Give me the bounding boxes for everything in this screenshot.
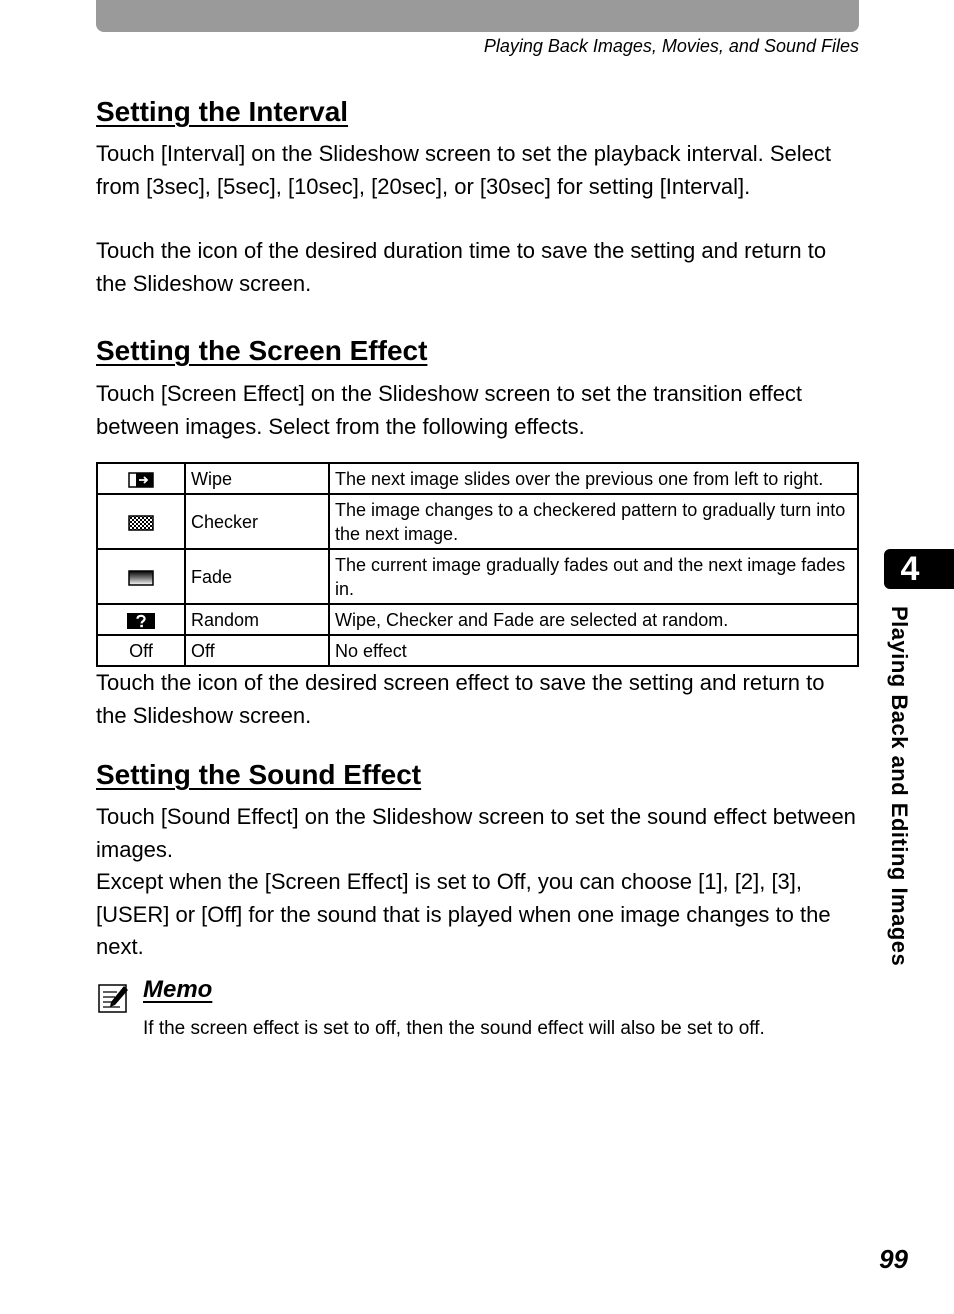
sound-effect-paragraph-2: Except when the [Screen Effect] is set to Off, you can choose [1], [2], [3], [USER] or [Off] for the sound that is played when one image changes to the next.	[96, 869, 831, 959]
effect-name: Random	[185, 604, 329, 635]
effect-description: The next image slides over the previous one from left to right.	[329, 463, 858, 494]
heading-setting-sound-effect: Setting the Sound Effect	[96, 759, 422, 790]
chapter-tab	[884, 549, 954, 589]
memo-title: Memo	[143, 976, 213, 1003]
table-row	[97, 635, 858, 666]
checker-icon	[128, 515, 154, 531]
table-row	[97, 463, 858, 494]
effect-description: The current image gradually fades out and the next image fades in.	[329, 549, 858, 604]
screen-effects-table	[96, 462, 859, 667]
effect-description: No effect	[329, 635, 858, 666]
chapter-title-vertical: Playing Back and Editing Images	[887, 606, 912, 967]
table-row	[97, 604, 858, 635]
effect-icon-cell	[97, 549, 185, 604]
wipe-icon	[128, 472, 154, 488]
effect-description: Wipe, Checker and Fade are selected at random.	[329, 604, 858, 635]
running-head: Playing Back Images, Movies, and Sound Files	[483, 36, 859, 56]
effect-name: Off	[185, 635, 329, 666]
header-bar	[96, 0, 859, 32]
chapter-number: 4	[900, 550, 920, 588]
random-icon	[127, 613, 155, 629]
screen-effect-paragraph-2: Touch the icon of the desired screen effect to save the setting and return to the Slideshow screen.	[96, 670, 825, 728]
effect-name: Wipe	[185, 463, 329, 494]
effect-description: The image changes to a checkered pattern to gradually turn into the next image.	[329, 494, 858, 549]
effect-name: Checker	[185, 494, 329, 549]
heading-setting-interval: Setting the Interval	[96, 96, 349, 127]
screen-effect-paragraph-1: Touch [Screen Effect] on the Slideshow screen to set the transition effect between images. Select from the following effects.	[96, 381, 803, 439]
interval-paragraph-2: Touch the icon of the desired duration time to save the setting and return to the Slideshow screen.	[96, 238, 827, 296]
memo-text: If the screen effect is set to off, then the sound effect will also be set to off.	[143, 1018, 765, 1039]
memo-icon	[98, 982, 130, 1014]
fade-icon	[128, 570, 154, 586]
table-row	[97, 494, 858, 549]
sound-effect-paragraph-1: Touch [Sound Effect] on the Slideshow screen to set the sound effect between images.	[96, 804, 856, 862]
effect-icon-cell	[97, 494, 185, 549]
effect-name: Fade	[185, 549, 329, 604]
interval-paragraph-1: Touch [Interval] on the Slideshow screen to set the playback interval. Select from [3sec], [5sec], [10sec], [20sec], or [30sec] for setting [Interval].	[96, 141, 831, 199]
table-row	[97, 549, 858, 604]
effect-icon-text: Off	[97, 635, 185, 666]
effect-icon-cell	[97, 463, 185, 494]
effect-icon-cell	[97, 604, 185, 635]
page-number: 99	[879, 1244, 908, 1274]
heading-setting-screen-effect: Setting the Screen Effect	[96, 335, 428, 366]
